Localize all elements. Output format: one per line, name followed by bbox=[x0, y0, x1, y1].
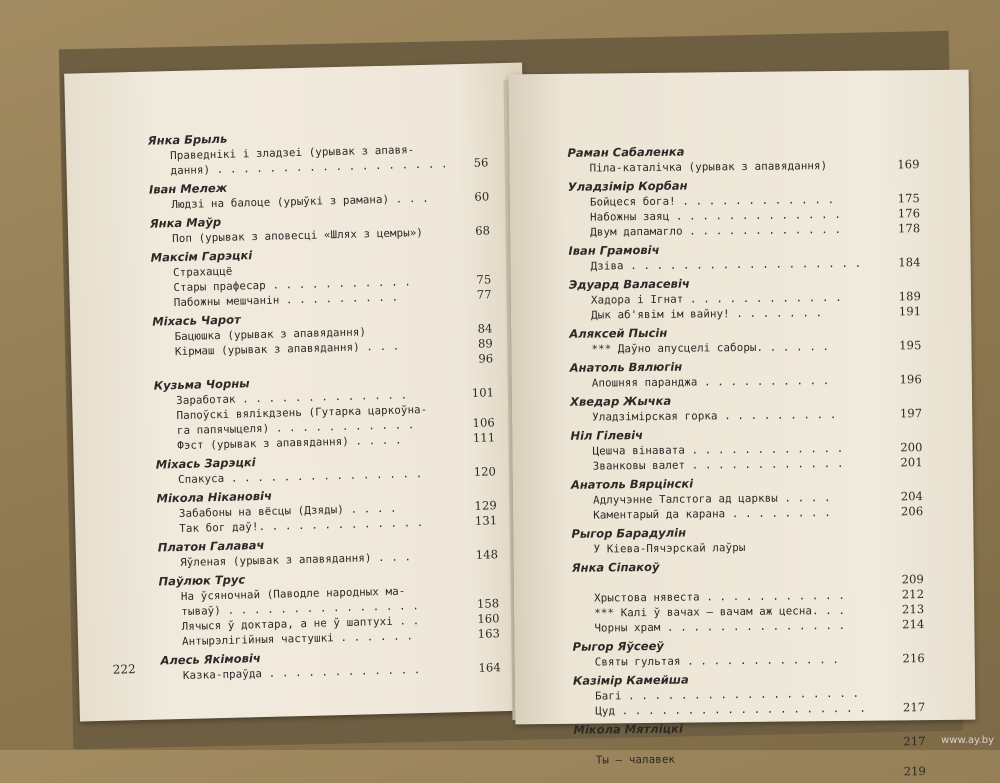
entry-page-number: 197 bbox=[899, 406, 923, 421]
entry-title: Хрыстова нявеста . . . . . . . . . . . bbox=[594, 588, 845, 605]
left-contents-list bbox=[148, 121, 501, 683]
entry-title: Бойцеся бога! . . . . . . . . . . . . bbox=[589, 193, 835, 209]
entry-title: Пабожны мешчанін . . . . . . . . . bbox=[173, 290, 399, 310]
entry-title: Дзіва . . . . . . . . . . . . . . . . . . bbox=[590, 256, 862, 273]
entry-page-number: 189 bbox=[898, 289, 922, 304]
entry-title: Адлучэнне Талстога ад царквы . . . . bbox=[593, 491, 831, 507]
entry-page-number: 89 bbox=[477, 336, 494, 351]
entry-page-number: 106 bbox=[472, 415, 495, 430]
author-name: Уладзімір Корбан bbox=[567, 178, 688, 194]
entry-title: Дык аб'явім ім вайну! . . . . . . . bbox=[591, 306, 823, 322]
entry-page-number: 164 bbox=[478, 660, 501, 675]
entry-title: Забабоны на вёсцы (Дзяды) . . . . bbox=[178, 501, 397, 521]
entry-page-number: 201 bbox=[900, 455, 923, 470]
author-name: Янка Брыль bbox=[147, 131, 228, 148]
entry-page-number: 120 bbox=[473, 464, 497, 479]
author-name: Міхась Зарэцкі bbox=[155, 455, 256, 472]
author-name: Анатоль Вярцінскі bbox=[570, 476, 694, 492]
entry-page-number: 191 bbox=[898, 304, 922, 319]
author-name: Максім Гарэцкі bbox=[150, 248, 253, 265]
author-name: Эдуард Валасевіч bbox=[568, 276, 690, 292]
entry-page-number: 175 bbox=[897, 191, 921, 206]
entry-title: Званковы валет . . . . . . . . . . . . bbox=[592, 456, 844, 473]
entry-page-number: 178 bbox=[897, 221, 921, 236]
author-name: Хведар Жычка bbox=[569, 393, 672, 409]
entry-title: дання) . . . . . . . . . . . . . . . . . . bbox=[170, 157, 448, 178]
entry-title: Цешча вінавата . . . . . . . . . . . . bbox=[592, 441, 844, 458]
author-name: Паўлюк Трус bbox=[158, 572, 246, 589]
contents-entry bbox=[569, 255, 921, 274]
contents-entry bbox=[573, 651, 925, 670]
entry-title: Багі . . . . . . . . . . . . . . . . . . bbox=[595, 686, 860, 703]
author-name: Янка Сіпакоў bbox=[571, 559, 660, 575]
contents-entry bbox=[569, 304, 921, 323]
entry-page-number: 56 bbox=[473, 155, 489, 170]
entry-page-number: 195 bbox=[899, 338, 922, 353]
entry-title: Заработак . . . . . . . . . . . . . bbox=[176, 388, 408, 408]
entry-title: Ты — чалавек bbox=[595, 752, 676, 767]
entry-title: Уладзімірская горка . . . . . . . . . bbox=[592, 408, 837, 424]
entry-title: Людзі на балоце (урыўкі з рамана) . . . bbox=[171, 191, 429, 212]
entry-title: га папячыцеля) . . . . . . . . . . . bbox=[176, 418, 415, 438]
entry-page-number: 209 bbox=[901, 572, 924, 587]
entry-title: *** Даўно апусцелі сaборы. . . . . . bbox=[591, 340, 830, 356]
entry-page-number: 163 bbox=[477, 626, 501, 641]
entry-title: Казка-праўда . . . . . . . . . . . . bbox=[182, 663, 421, 682]
entry-page-number: 111 bbox=[472, 430, 496, 445]
entry-page-number: 158 bbox=[476, 596, 500, 611]
author-name: Аляксей Пысін bbox=[569, 325, 668, 341]
entry-title: Чорны храм . . . . . . . . . . . . . . bbox=[594, 618, 846, 635]
entry-page-number: 148 bbox=[475, 547, 499, 562]
entry-title: Набожны заяц . . . . . . . . . . . . . bbox=[590, 207, 841, 224]
entry-page-number: 96 bbox=[478, 351, 494, 366]
entry-page-number: 213 bbox=[901, 602, 925, 617]
entry-title: Хадора і Ігнат . . . . . . . . . . . . bbox=[590, 290, 842, 307]
contents-entry bbox=[568, 157, 920, 176]
contents-entry bbox=[574, 764, 926, 783]
contents-entry bbox=[569, 338, 921, 357]
entry-title: Так бог даў!. . . . . . . . . . . . . bbox=[179, 516, 424, 536]
entry-title: Спакуса . . . . . . . . . . . . . . . bbox=[177, 467, 423, 487]
author-name: Янка Маўр bbox=[149, 214, 222, 231]
entry-page-number: 217 bbox=[902, 700, 926, 715]
author-name: Ніл Гілевіч bbox=[570, 428, 644, 443]
entry-title: Апошняя паранджа . . . . . . . . . . bbox=[591, 374, 830, 390]
entry-title: Яўленая (урывак з апавядання) . . . bbox=[179, 550, 412, 570]
entry-title: Цуд . . . . . . . . . . . . . . . . . . . bbox=[595, 701, 866, 718]
entry-title: тываў) . . . . . . . . . . . . . . . bbox=[181, 599, 420, 618]
entry-title: Бацюшка (урывак з апавядання) bbox=[174, 325, 367, 344]
entry-title: Поп (урывак з аповесці «Шлях з цемры») bbox=[172, 225, 424, 246]
entry-title: Святы гультая . . . . . . . . . . . . bbox=[594, 652, 840, 669]
entry-title: Стары прафесар . . . . . . . . . . . bbox=[173, 275, 412, 295]
author-name: Платон Галавач bbox=[157, 537, 265, 555]
entry-title: Фэст (урывак з апавядання) . . . . bbox=[177, 433, 402, 453]
watermark: www.ay.by bbox=[941, 735, 994, 746]
contents-entry bbox=[572, 538, 924, 557]
author-name: Казімір Камейша bbox=[572, 672, 689, 688]
author-name: Кузьма Чорны bbox=[153, 376, 250, 393]
entry-page-number: 196 bbox=[899, 372, 922, 387]
entry-page-number: 206 bbox=[900, 504, 924, 519]
left-page bbox=[64, 63, 538, 722]
entry-title: Каментарый да карана . . . . . . . . bbox=[593, 506, 831, 522]
author-name: Алесь Якімовіч bbox=[160, 651, 261, 668]
entry-page-number: 176 bbox=[897, 206, 921, 221]
contents-entry bbox=[571, 504, 923, 523]
entry-page-number: 214 bbox=[902, 617, 925, 632]
entry-page-number: 129 bbox=[474, 498, 497, 513]
entry-title: У Кіева-Пячэрскай лаўры bbox=[593, 540, 746, 556]
contents-entry bbox=[572, 617, 924, 636]
entry-page-number: 160 bbox=[477, 611, 500, 626]
entry-page-number: 77 bbox=[476, 287, 492, 302]
entry-title: Піла-каталічка (урывак з апавядання) bbox=[589, 159, 828, 175]
entry-title: На ўсяночнай (Паводле народных ма- bbox=[180, 584, 406, 603]
entry-title: Праведнікі і зладзеі (урывак з апавя- bbox=[170, 143, 415, 163]
contents-entry bbox=[570, 372, 922, 391]
right-contents-list bbox=[567, 138, 926, 783]
author-name: Іван Грамовіч bbox=[568, 242, 660, 258]
entry-page-number: 184 bbox=[898, 255, 921, 270]
author-name: Міхась Чарот bbox=[152, 312, 241, 329]
entry-page-number: 219 bbox=[903, 764, 927, 779]
author-name: Рыгор Яўсееў bbox=[572, 638, 664, 654]
contents-entry bbox=[568, 221, 920, 240]
contents-entry bbox=[571, 455, 923, 474]
author-name: Мікола Нікановіч bbox=[156, 488, 273, 506]
author-name: Раман Сабаленка bbox=[567, 144, 685, 160]
entry-title: Кірмаш (урывак з апавядання) . . . bbox=[174, 339, 400, 359]
entry-page-number: 101 bbox=[471, 385, 495, 400]
entry-page-number: 84 bbox=[477, 321, 493, 336]
entry-page-number: 75 bbox=[476, 272, 492, 287]
entry-title: Двум дапамагло . . . . . . . . . . . . bbox=[590, 222, 842, 239]
entry-page-number: 212 bbox=[901, 587, 925, 602]
author-name: Іван Мележ bbox=[148, 180, 228, 197]
entry-title: Антырэлігійныя частушкі . . . . . . bbox=[181, 629, 414, 648]
entry-page-number: 60 bbox=[474, 189, 490, 204]
author-name: Анатоль Вялюгін bbox=[569, 359, 683, 375]
entry-page-number: 131 bbox=[474, 513, 498, 528]
author-name: Мікола Мятліцкі bbox=[573, 721, 683, 737]
contents-entry bbox=[570, 406, 922, 425]
entry-page-number: 216 bbox=[902, 651, 925, 666]
author-name: Рыгор Барадулін bbox=[571, 525, 687, 541]
entry-page-number: 204 bbox=[900, 489, 924, 504]
entry-title: Папоўскі вялікдзень (Гутарка царкоўна- bbox=[176, 402, 428, 423]
entry-title: Страхаццё bbox=[172, 264, 233, 280]
entry-page-number: 200 bbox=[900, 440, 923, 455]
entry-title: *** Калі ў вачах — вачам аж цесна. . . bbox=[594, 603, 846, 620]
entry-title: Лячыся ў доктара, а не ў шаптухі . . bbox=[181, 614, 420, 633]
entry-page-number: 217 bbox=[903, 734, 926, 749]
entry-page-number: 169 bbox=[897, 157, 920, 172]
page-number: 222 bbox=[112, 662, 136, 677]
entry-page-number: 68 bbox=[475, 223, 491, 238]
contents-entry bbox=[573, 700, 925, 719]
